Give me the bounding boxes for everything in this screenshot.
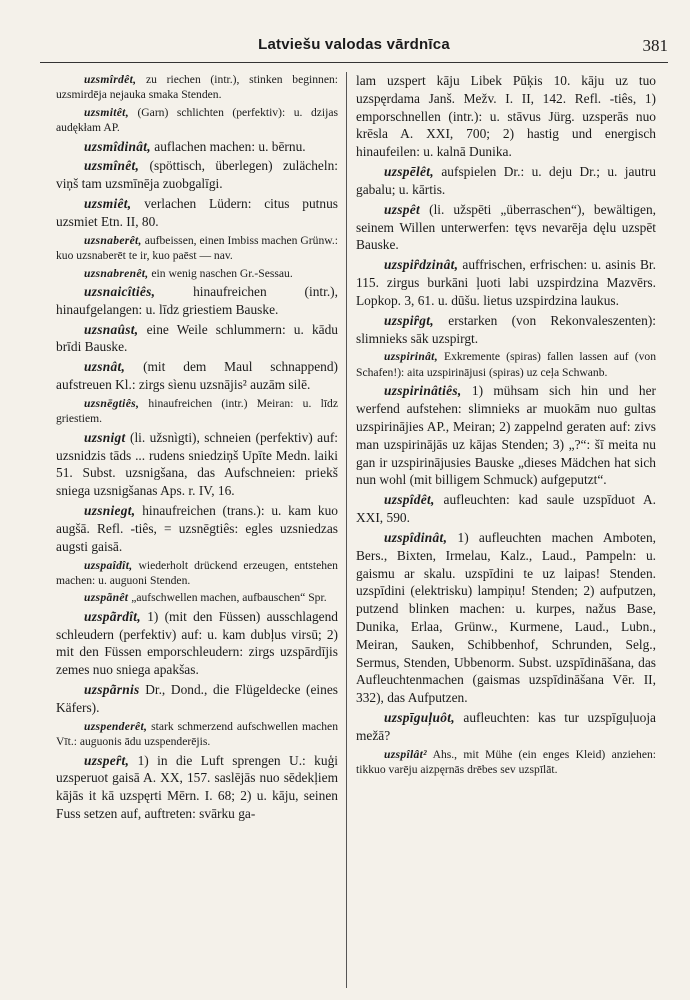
entry-headword: uzspêt [384, 201, 421, 217]
entry-definition: 1) mühsam sich hin und her werfend aufstehen: slimnieks ar muokām nuo gultas uzspirinājies AP., Meiran; 2) zappelnd geraten auf: zivs man uzspirinājās uz kājas Stenden; 3) „?“: šī meita nu gan ir uzspirinājusies Bauske „dieses Mädchen hat sich nun wohl (mit billigem Schmuck) aufgeputzt“. [356, 383, 656, 488]
dictionary-entry [356, 747, 656, 778]
entry-headword: uzsnabrenêt, [84, 266, 149, 280]
right-column [356, 72, 656, 990]
dictionary-entry [56, 233, 338, 264]
entry-headword: uzsnât, [84, 359, 126, 375]
page-header [40, 36, 668, 63]
entry-definition: aufleuchten: kas tur uzspīguļuoja mežā? [356, 710, 656, 743]
dictionary-entry [356, 201, 656, 254]
dictionary-entry [56, 752, 338, 823]
dictionary-entry [356, 72, 656, 161]
entry-definition: (mit dem Maul schnappend) aufstreuen Kl.: zirgs sìenu uzsnājis² auzām silē. [56, 359, 338, 393]
dictionary-entry [356, 529, 656, 707]
entry-headword: uzspeȓt, [84, 752, 130, 768]
entry-definition: eine Weile schlummern: u. kādu brīdi Bauske. [56, 321, 338, 355]
entry-headword: uzspaîdît, [84, 558, 133, 572]
dictionary-entry [56, 72, 338, 103]
entry-definition: zu riechen (intr.), stinken beginnen: uzsmirdēja nejauka smaka Stenden. [56, 73, 338, 102]
dictionary-entry [56, 358, 338, 394]
entry-definition: hinaufreichen (intr.) Meiran: u. līdz griestiem. [56, 396, 338, 426]
entry-definition: Dr., Dond., die Flügeldecke (eines Käfers). [56, 682, 338, 715]
entry-definition: (li. užspēti „überraschen“), bewältigen, seinem Willen unterwerfen: tęvs nevarēja dęlu uzspēt Bauske. [356, 201, 656, 253]
entry-headword: uzspîdêt, [384, 492, 435, 508]
dictionary-entry [56, 105, 338, 136]
dictionary-entry [56, 719, 338, 750]
entry-definition: (spöttisch, überlegen) zulächeln: viņš tam uzsmīnēja zuobgalīgi. [56, 158, 338, 192]
entry-definition: auffrischen, erfrischen: u. asinis Br. 115. zirgus burkāni ļuoti labi uzspirdzina Mazvērs. Lopkop. 3, 61. u. dūšu. lietus uzspirdzina laukus. [356, 257, 656, 308]
entry-definition: hinaufreichen (trans.): u. kam kuo augšā. Refl. -tiês, = uzsnēgtiês: egles uzsniedzas augsti gaisā. [56, 503, 338, 554]
entry-headword: uzspiȓgt, [384, 312, 434, 328]
entry-headword: uzsmînêt, [84, 158, 140, 174]
entry-headword: uzspãnêt [84, 591, 129, 605]
entry-definition: aufleuchten: kad saule uzspīduot A. XXI, 590. [356, 492, 656, 526]
dictionary-entry [56, 266, 338, 281]
entry-definition: aufbeissen, einen Imbiss machen Grünw.: kuo uzsnaberēt te ir, kuo paēst — nav. [56, 233, 338, 263]
dictionary-entry [56, 157, 338, 193]
entry-headword: uzsmitêt, [84, 105, 129, 119]
dictionary-entry [56, 608, 338, 679]
entry-definition: verlachen Lüdern: citus putnus uzsmiet Etn. II, 80. [56, 196, 338, 229]
dictionary-entry [356, 256, 656, 309]
entry-headword: uzsnaicîtiês, [84, 283, 156, 299]
dictionary-entry [356, 491, 656, 527]
entry-definition: Exkremente (spiras) fallen lassen auf (von Schafen!): aita uzspirinājusi (spiras) uz ceļa Schwanb. [356, 350, 656, 379]
left-column [56, 72, 338, 990]
entry-definition: 1) aufleuchten machen Amboten, Bers., Bixten, Irmelau, Kalz., Laud., Pampeln: u. gaismu ar skalu. uzspīdini te uz laipas! Stenden. uzspīdini (elektrisku) lampiņu! Stenden; 2) aufputzen, putzend blinken machen: u. kurpes, nažus Base, Dunika, Erlaa, Grünw., Kurmene, Laud., Lubn., Meiran, Sauken, Schibbenhof, Schrunden, Selg., Sermus, Stenden, Ubbenorm. Subst. uzspīdināšana, das Aufleuchtenmachen (gaismas uzspīdināšana Vēr. II, 332), das Aufputzen. [356, 529, 656, 706]
entry-definition: Ahs., mit Mühe (ein enges Kleid) anziehen: tikkuo varēju aizpęrnās drēbes sev uzspīlāt. [356, 747, 656, 777]
dictionary-entry [56, 396, 338, 427]
entry-headword: uzsnigt [84, 429, 126, 445]
entry-definition: stark schmerzend aufschwellen machen Vīt.: auguonis ādu uzspenderējis. [56, 719, 338, 749]
running-title: Latviešu valodas vārdnīca [258, 36, 450, 53]
dictionary-entry [56, 681, 338, 717]
entry-headword: uzspîlât² [384, 747, 427, 761]
entry-headword: uzspīguļuôt, [384, 710, 455, 726]
entry-definition: aufspielen Dr.: u. deju Dr.; u. jautru gabalu; u. kārtis. [356, 164, 656, 197]
entry-definition: „aufschwellen machen, aufbauschen“ Spr. [131, 591, 327, 605]
dictionary-entry [56, 321, 338, 357]
entry-headword: uzspēlêt, [384, 164, 434, 180]
dictionary-entry [356, 312, 656, 348]
entry-headword: uzspenderêt, [84, 719, 148, 733]
dictionary-entry [356, 349, 656, 380]
dictionary-entry [356, 163, 656, 199]
entry-definition: auflachen machen: u. bērnu. [154, 138, 306, 154]
entry-headword: uzsnēgtiês, [84, 396, 140, 410]
column-divider [346, 72, 347, 988]
entry-definition: (Garn) schlichten (perfektiv): u. dzijas audękłam AP. [56, 105, 338, 135]
entry-definition: lam uzspert kāju Libek Pūķis 10. kāju uz tuo uzspęrdama Janš. Mežv. I. II, 142. Refl. -tiês, 1) emporschnellen (intr.): u. stāvus Jürg. uzsperās nuo krēsla A. XXI, 700; 2) hastig und energisch hinaufeilen: u. kalnā Dunika. [356, 73, 656, 160]
entry-headword: uzsniegt, [84, 503, 136, 519]
entry-definition: 1) in die Luft sprengen U.: kuģi uzsperuot gaisā A. XX, 157. saslējās nuo sēdekļiem kājās it kā uzspęrti Mērn. I. 68; 2) u. kāju, seinen Fuss setzen auf, auftreten: svārku ga- [56, 752, 338, 822]
dictionary-entry [56, 195, 338, 231]
dictionary-entry [56, 590, 338, 605]
entry-headword: uzsnaberêt, [84, 233, 142, 247]
entry-headword: uzspãrdît, [84, 608, 141, 624]
entry-headword: uzspirinâtiês, [384, 383, 462, 399]
dictionary-entry [56, 138, 338, 156]
entry-definition: erstarken (von Rekonvaleszenten): slimnieks sāk uzspirgt. [356, 312, 656, 346]
page-number: 381 [642, 36, 668, 55]
entry-headword: uzspîdinât, [384, 529, 448, 545]
entry-definition: wiederholt drückend erzeugen, entstehen machen: u. auguoni Stenden. [56, 558, 338, 587]
entry-headword: uzsmîdinât, [84, 138, 151, 154]
entry-definition: 1) (mit den Füssen) ausschlagend schleudern (perfektiv) auf: u. kam dubļus virsū; 2) mit den Füssen emporschleudern: zirgs uzspārdījis zemes nuo sniega apakšas. [56, 608, 338, 678]
dictionary-entry [356, 709, 656, 745]
entry-headword: uzspãrnis [84, 682, 140, 698]
entry-definition: (li. užsnìgti), schneien (perfektiv) auf: uzsnidzis tāds ... rudens sniedziņš Upīte Medn. laiki 51. Subst. uzsnigšana, das Aufschneien: priekš sniega uzsnigšanas Aps. r. IV, 16. [56, 429, 338, 499]
dictionary-entry [56, 558, 338, 589]
dictionary-entry [56, 429, 338, 500]
dictionary-entry [56, 502, 338, 555]
dictionary-entry [56, 283, 338, 319]
entry-definition: ein wenig naschen Gr.-Sessau. [151, 266, 293, 280]
entry-headword: uzsmiêt, [84, 196, 132, 212]
entry-headword: uzsmîrdêt, [84, 73, 137, 86]
entry-headword: uzsnaûst, [84, 321, 139, 337]
entry-headword: uzspirinât, [384, 350, 438, 364]
dictionary-entry [356, 382, 656, 489]
entry-definition: hinaufreichen (intr.), hinaufgelangen: u. līdz griestiem Bauske. [56, 283, 338, 317]
entry-headword: uzspiȓdzinât, [384, 257, 459, 273]
